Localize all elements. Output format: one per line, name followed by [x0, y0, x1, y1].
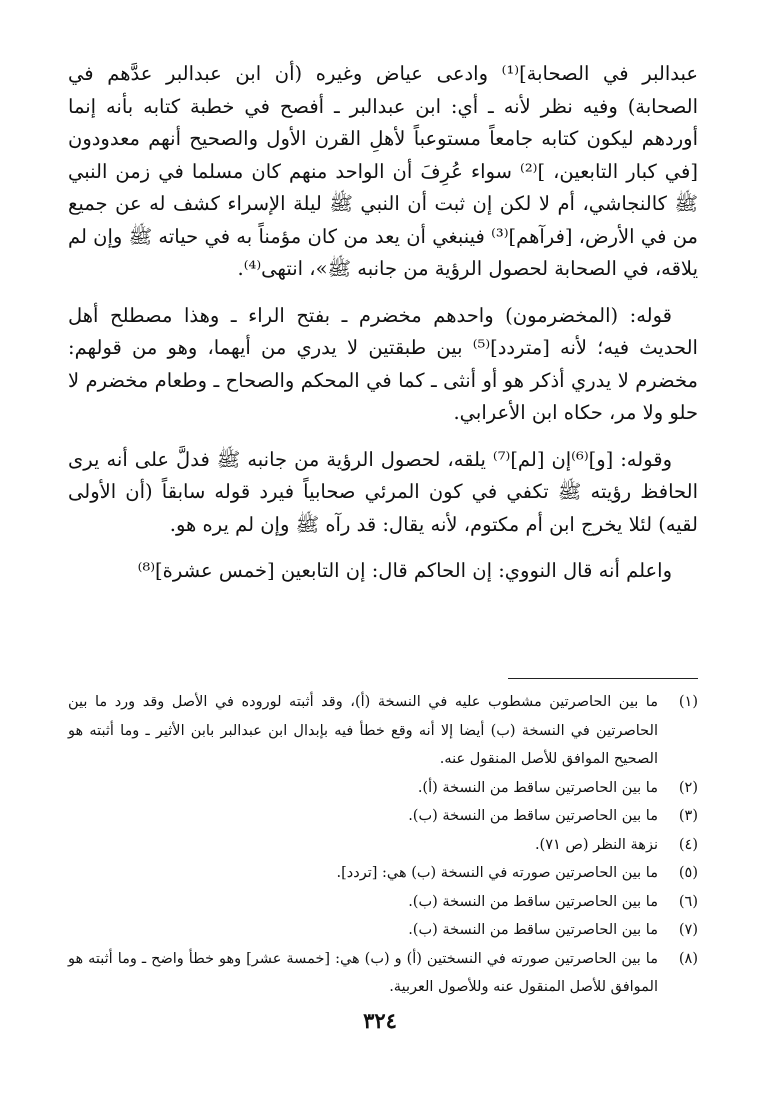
footnote-8 [68, 945, 698, 1002]
footnote-text: ما بين الحاصرتين صورته في النسخة (ب) هي: [تردد]. [336, 865, 658, 881]
footnote-text: ما بين الحاصرتين مشطوب عليه في النسخة (أ)، وقد أثبته لوروده في الأصل وقد ورد ما بين الحاصرتين في النسخة (ب) أيضا إلا أنه وقع خطأ فيه بإبدال ابن عبدالبر بابن الأثير ـ وما أثبته هو الصحيح الموافق للأصل المنقول عنه. [68, 694, 658, 767]
footnote-7 [68, 916, 698, 945]
paragraph-2: قوله: (المخضرمون) واحدهم مخضرم ـ بفتح الراء ـ وهذا مصطلح أهل الحديث فيه؛ لأنه [متردد]⁽⁵⁾ بين طبقتين لا يدري من أيهما، وهو من قولهم: مخضرم لا يدري أذكر هو أو أنثى ـ كما في المحكم والصحاح ـ وطعام مخضرم لا حلو ولا مر، حكاه ابن الأعرابي. [68, 303, 698, 424]
footnote-text: ما بين الحاصرتين ساقط من النسخة (ب). [408, 893, 658, 910]
paragraph-3: وقوله: [و]⁽⁶⁾إن [لم]⁽⁷⁾ يلقه، لحصول الرؤية من جانبه ﷺ فدلَّ على أنه يرى الحافظ رؤيته ﷺ تكفي في كون المرئي صحابياً فيرد قوله سابقاً (أن الأولى لقيه) لئلا يخرج ابن أم مكتوم، لأنه يقال: قد رآه ﷺ وإن لم يره هو. [68, 447, 698, 536]
footnote-number: (٣) [678, 808, 698, 824]
footnote-text: نزهة النظر (ص ٧١). [534, 836, 658, 853]
footnote-divider [508, 678, 698, 679]
footnote-number: (٥) [678, 865, 698, 881]
footnote-text: ما بين الحاصرتين ساقط من النسخة (ب). [408, 922, 658, 938]
paragraph-4: واعلم أنه قال النووي: إن الحاكم قال: إن التابعين [خمس عشرة]⁽⁸⁾ [137, 559, 672, 582]
footnote-number: (٧) [678, 922, 698, 938]
footnotes [68, 688, 698, 1002]
footnote-1 [68, 688, 698, 774]
footnote-3 [68, 802, 698, 831]
footnote-number: (٤) [678, 836, 698, 853]
footnote-text: ما بين الحاصرتين ساقط من النسخة (ب). [408, 808, 658, 824]
footnote-6 [68, 888, 698, 917]
footnote-number: (٦) [678, 893, 698, 910]
footnote-number: (٨) [678, 950, 698, 967]
footnote-text: ما بين الحاصرتين ساقط من النسخة (أ). [417, 779, 658, 796]
footnote-number: (١) [678, 694, 698, 710]
footnote-4 [68, 831, 698, 860]
footnote-number: (٢) [678, 779, 698, 796]
main-text [68, 58, 698, 588]
footnote-5 [68, 859, 698, 888]
paragraph-1: عبدالبر في الصحابة]⁽¹⁾ وادعى عياض وغيره (أن ابن عبدالبر عدَّهم في الصحابة) وفيه نظر لأنه ـ أي: ابن عبدالبر ـ أفصح في خطبة كتابه بأنه إنما أوردهم ليكون كتابه جامعاً مستوعباً لأهلِ القرن الأول والصحيح أنهم معدودون [في كبار التابعين، ]⁽²⁾ سواء عُرِفَ أن الواحد منهم كان مسلما في زمن النبي ﷺ كالنجاشي، أم لا لكن إن ثبت أن النبي ﷺ ليلة الإسراء كشف له عن جميع من في الأرض، [فرآهم]⁽³⁾ فينبغي أن يعد من كان مؤمناً به في حياته ﷺ وإن لم يلاقه، في الصحابة لحصول الرؤية من جانبه ﷺ»، انتهى⁽⁴⁾. [68, 62, 699, 280]
footnote-2 [68, 774, 698, 803]
page-number: ٣٢٤ [363, 1008, 397, 1033]
footnote-text: ما بين الحاصرتين صورته في النسختين (أ) و (ب) هي: [خمسة عشر] وهو خطأ واضح ـ وما أثبته هو الموافق للأصل المنقول عنه وللأصول العربية. [68, 950, 658, 995]
